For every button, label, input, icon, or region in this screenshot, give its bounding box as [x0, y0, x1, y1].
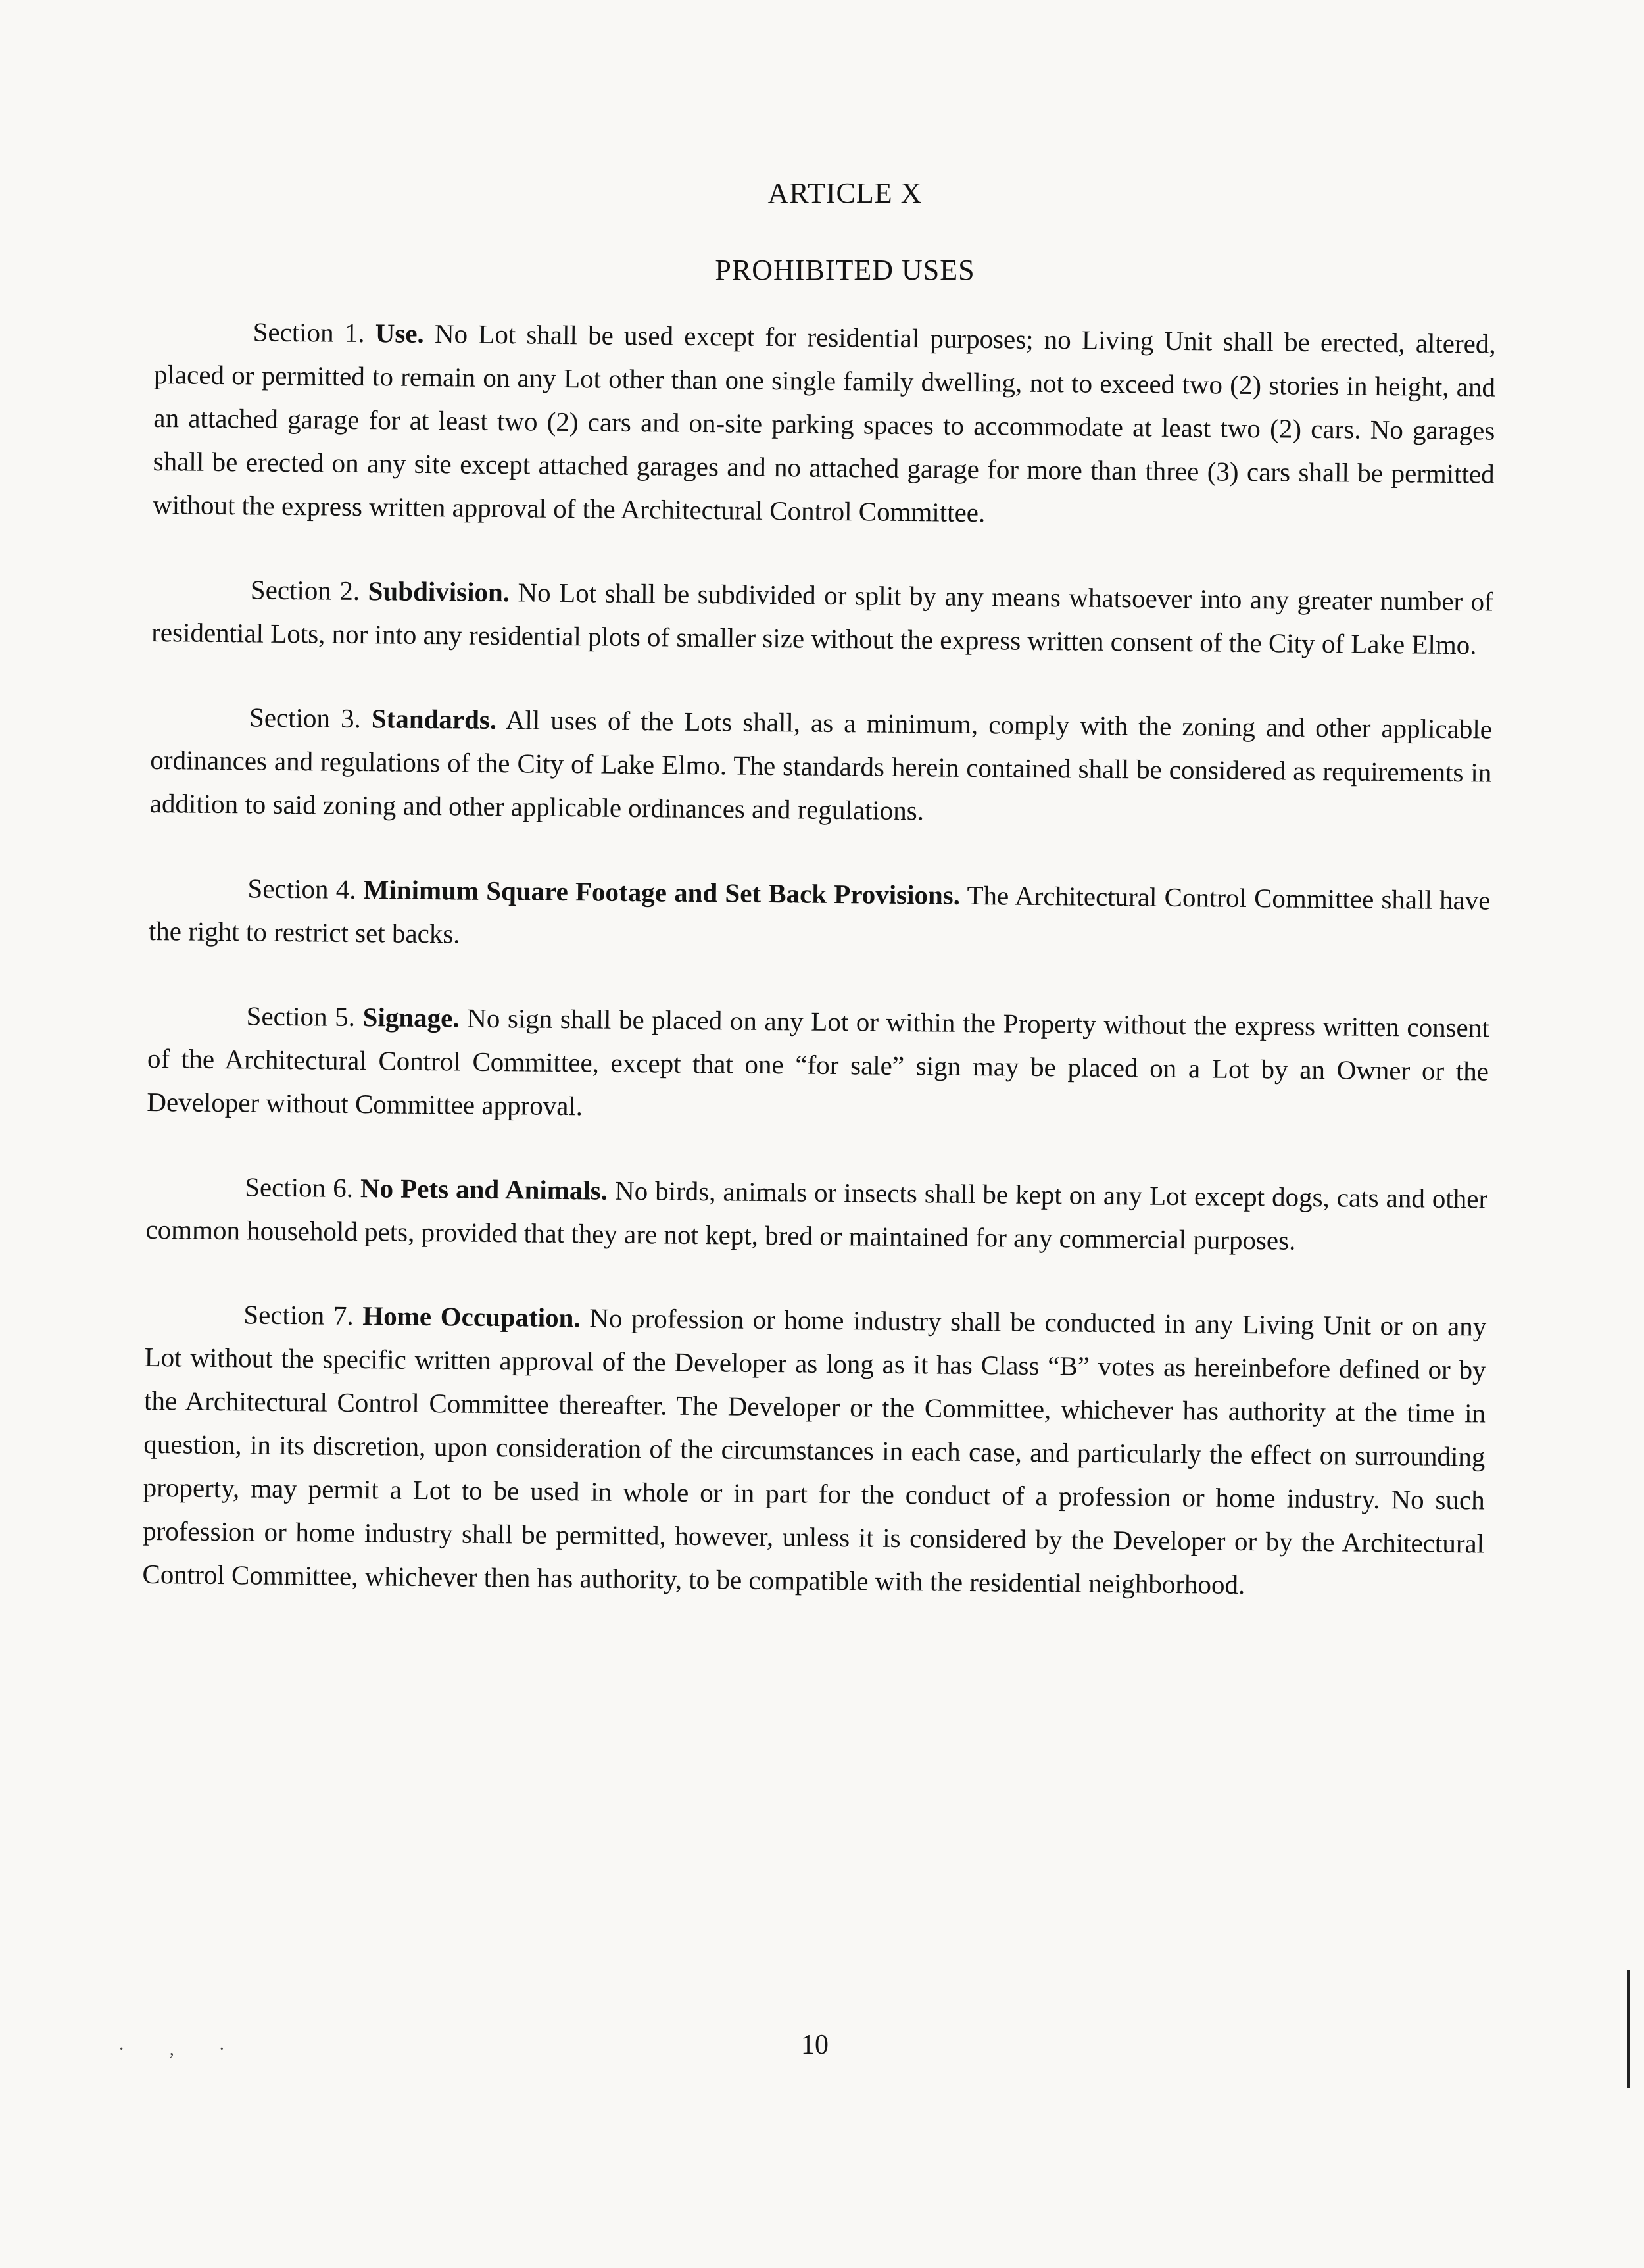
section-4	[149, 866, 1491, 966]
scan-edge-line	[1627, 1970, 1630, 2088]
section-3	[149, 695, 1492, 838]
page-number: 10	[801, 2030, 829, 2060]
section-text: No profession or home industry shall be conducted in any Living Unit or on any Lot without the specific written approval of the Developer as long as it has Class “B” votes as hereinbefore defined or by the Architectural Control Committee thereafter. The Developer or the Committee, whichever has authority at the time in question, in its discretion, upon consideration of the circumstances in each case, and particularly the effect on surrounding property, may permit a Lot to be used in whole or in part for the conduct of a profession or home industry. No such profession or home industry shall be permitted, however, unless it is considered by the Developer or by the Architectural Control Committee, whichever then has authority, to be compatible with the residential neighborhood.	[142, 1302, 1487, 1600]
section-heading: Signage.	[362, 1002, 460, 1033]
section-text: All uses of the Lots shall, as a minimum, comply with the zoning and other applicable ordinances and regulations of the City of Lake Elmo. The standards herein contained shall be considered as requirements in addition to said zoning and other applicable ordinances and regulations.	[149, 704, 1493, 826]
section-5	[147, 993, 1489, 1137]
section-heading: Subdivision.	[368, 576, 510, 608]
article-number: ARTICLE X	[767, 177, 923, 209]
section-label: Section 7.	[243, 1299, 354, 1331]
section-label: Section 3.	[249, 702, 362, 734]
sections-body	[142, 309, 1496, 1649]
section-label: Section 6.	[244, 1171, 354, 1203]
article-title: PROHIBITED USES	[715, 254, 975, 286]
section-text: No sign shall be placed on any Lot or within the Property without the express written consent of the Architectural Control Committee, except that one “for sale” sign may be placed on a Lot by an Owner or the Developer without Committee approval.	[147, 1002, 1489, 1122]
section-heading: Standards.	[371, 703, 497, 735]
section-label: Section 1.	[253, 316, 365, 349]
section-heading: Minimum Square Footage and Set Back Provisions.	[363, 874, 961, 910]
section-label: Section 5.	[246, 1000, 356, 1032]
section-text: The Architectural Control Committee shall have the right to restrict set backs.	[148, 879, 1491, 949]
section-text: No Lot shall be subdivided or split by any means whatsoever into any greater number of residential Lots, nor into any residential plots of smaller size without the express written consent of the City of Lake Elmo.	[151, 577, 1494, 660]
section-heading: No Pets and Animals.	[360, 1173, 608, 1206]
section-1	[153, 309, 1496, 539]
section-7	[142, 1292, 1486, 1609]
scan-specks: · ‚ ·	[118, 2039, 245, 2059]
section-6	[145, 1164, 1487, 1264]
section-text: No Lot shall be used except for residential purposes; no Living Unit shall be erected, altered, placed or permitted to remain on any Lot other than one single family dwelling, not to exceed two (2) stories in height, and an attached garage for at least two (2) cars and on-site parking spaces to accommodate at least two (2) cars. No garages shall be erected on any site except attached garages and no attached garage for more than three (3) cars shall be permitted without the express written approval of the Architectural Control Committee.	[152, 318, 1496, 528]
section-label: Section 4.	[247, 873, 356, 904]
section-text: No birds, animals or insects shall be kept on any Lot except dogs, cats and other common household pets, provided that they are not kept, bred or maintained for any commercial purposes.	[145, 1175, 1488, 1256]
section-heading: Home Occupation.	[362, 1300, 581, 1333]
section-2	[151, 567, 1493, 667]
section-heading: Use.	[375, 318, 425, 349]
section-label: Section 2.	[250, 574, 360, 606]
